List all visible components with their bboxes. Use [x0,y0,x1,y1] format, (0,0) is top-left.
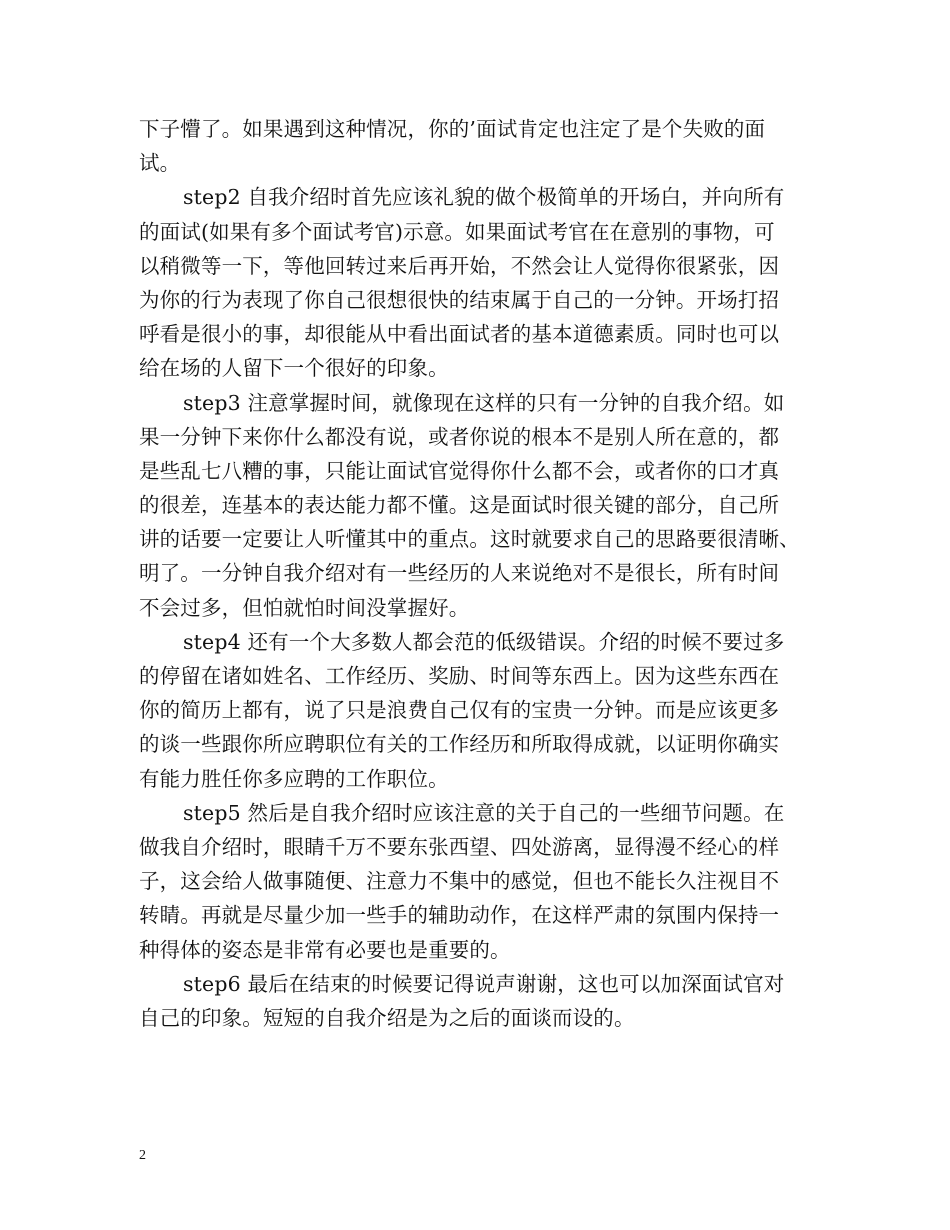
paragraph-continued [139,112,815,180]
text-line: 的面试(如果有多个面试考官)示意。如果面试考官在在意别的事物，可 [139,219,775,244]
paragraph-step5 [139,796,815,967]
text-line: 种得体的姿态是非常有必要也是重要的。 [139,937,511,962]
text-line: 以稍微等一下，等他回转过来后再开始，不然会让人觉得你很紧张，因 [139,253,780,278]
paragraph-step4 [139,625,815,796]
text-line: 你的简历上都有，说了只是浪费自己仅有的宝贵一分钟。而是应该更多 [139,698,780,723]
page-number: 2 [139,1148,146,1163]
text-line: 下子懵了。如果遇到这种情况，你的’面试肯定也注定了是个失败的面 [139,117,766,141]
text-line: 不会过多，但怕就怕时间没掌握好。 [139,595,470,620]
text-line: 为你的行为表现了你自己很想很快的结束属于自己的一分钟。开场打招 [139,287,780,312]
text-line: 自己的印象。短短的自我介绍是为之后的面谈而设的。 [139,1005,635,1030]
paragraph-step6 [139,967,815,1035]
text-line: step3 注意掌握时间，就像现在这样的只有一分钟的自我介绍。如 [183,390,785,415]
text-line: step4 还有一个大多数人都会范的低级错误。介绍的时候不要过多 [183,629,785,654]
text-line: 子，这会给人做事随便、注意力不集中的感觉，但也不能长久注视目不 [139,869,780,894]
text-line: 做我自介绍时，眼睛千万不要东张西望、四处游离，显得漫不经心的样 [139,834,780,859]
text-line: step2 自我介绍时首先应该礼貌的做个极简单的开场白，并向所有 [183,185,785,210]
text-line: 呼看是很小的事，却很能从中看出面试者的基本道德素质。同时也可以 [139,322,780,347]
text-line: 给在场的人留下一个很好的印象。 [139,356,449,381]
text-line: 的很差，连基本的表达能力都不懂。这是面试时很关键的部分，自己所 [139,493,780,518]
text-line: 讲的话要一定要让人听懂其中的重点。这时就要求自己的思路要很清晰、 [139,527,800,552]
paragraph-step2 [139,180,815,385]
text-line: 试。 [139,151,181,176]
text-line: step6 最后在结束的时候要记得说声谢谢，这也可以加深面试官对 [183,971,785,996]
text-line: 果一分钟下来你什么都没有说，或者你说的根本不是别人所在意的，都 [139,424,780,449]
text-line: 有能力胜任你多应聘的工作职位。 [139,766,449,791]
paragraph-step3 [139,386,815,625]
text-line: 明了。一分钟自我介绍对有一些经历的人来说绝对不是很长，所有时间 [139,561,780,586]
text-line: 的谈一些跟你所应聘职位有关的工作经历和所取得成就，以证明你确实 [139,732,780,757]
text-line: step5 然后是自我介绍时应该注意的关于自己的一些细节问题。在 [183,800,785,825]
text-line: 的停留在诸如姓名、工作经历、奖励、时间等东西上。因为这些东西在 [139,664,780,688]
text-line: 转睛。再就是尽量少加一些手的辅助动作，在这样严肃的氛围内保持一 [139,903,780,928]
text-line: 是些乱七八糟的事，只能让面试官觉得你什么都不会，或者你的口才真 [139,458,780,483]
document-body [139,112,815,1035]
